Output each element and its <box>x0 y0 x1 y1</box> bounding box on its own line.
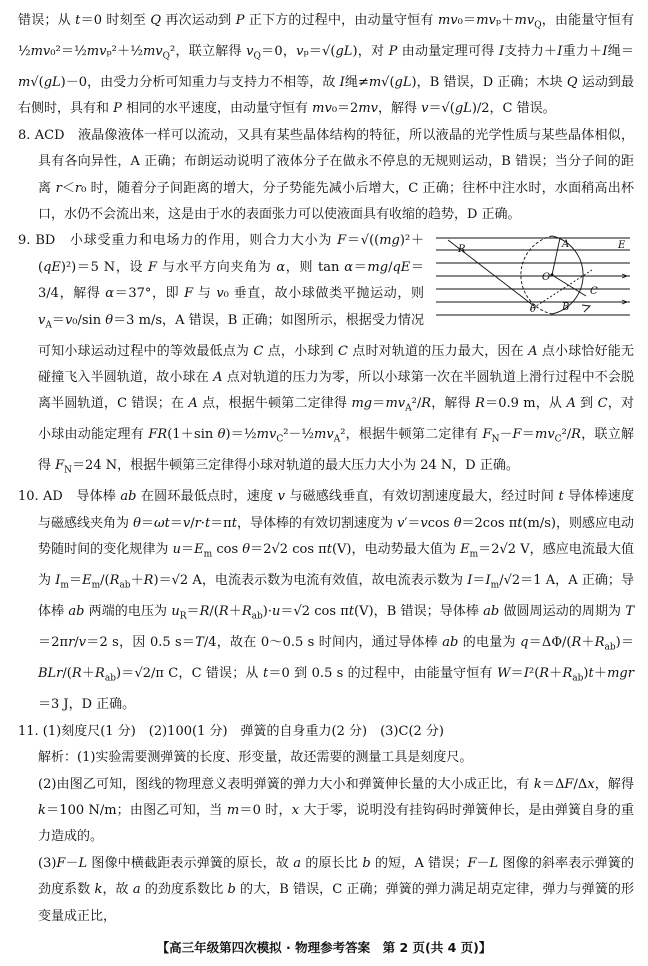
label-a: A <box>562 239 570 251</box>
center-point <box>550 274 553 277</box>
force-arrow <box>582 305 590 312</box>
paragraph-p7a: 错误；从 t＝0 时刻至 Q 再次运动到 P 正下方的过程中，由动量守恒有 $mv_0=mv_p+mv_Q$，由能量守恒有 $\frac{1}{2}mv_0^2=\frac{1}{2}mv_p^2+\frac{1}{2}mv_Q^2$，联立解得 $v_Q=0$，vₚ＝√(gL)，对 P 由动量定理可得 I支持力＋I重力＋I绳＝m√(gL)－0，由受力分析可知重力与支持力不相等，故 I绳≠m√(gL)，B 错误，D 正确；木块 Q 运动到最右侧时，具有和 P 相同的水平速度，由动量守恒有 mv₀＝2mv，解得 v＝√(gL)/2，C 错误。 <box>18 13 634 117</box>
label-r: R <box>458 244 466 256</box>
label-e: E <box>618 240 626 252</box>
electric-field-semicircle-diagram <box>434 230 634 318</box>
label-theta: θ <box>530 304 537 316</box>
paragraph-p11c: (3)F－L 图像中横截距表示弹簧的原长，故 a 的原长比 b 的短，A 错误；F－L 图像的斜率表示弹簧的劲度系数 k，故 a 的劲度系数比 b 的大，B 错误，C 正确；弹簧的弹力满足胡克定律，弹力与弹簧的形变量成正比， <box>38 855 635 924</box>
paragraph-p11b: (2)由图乙可知，图线的物理意义表明弹簧的弹力大小和弹簧伸长量的大小成正比，有 k＝ΔF/Δx，解得 k＝100 N/m；由图乙可知，当 m＝0 时，x 大于零，说明没有挂钩码时弹簧伸长，是由弹簧自身的重力造成的。 <box>38 776 634 845</box>
paragraph-p10: 10. AD 导体棒 ab 在圆环最低点时，速度 v 与磁感线垂直，有效切割速度最大，经过时间 t 导体棒速度与磁感线夹角为 θ＝ωt＝v/r·t＝πt，导体棒的有效切割速度为 v′＝vcos θ＝2cos πt(m/s)，则感应电动势随时间的变化规律为 $u=E_m$ cos θ＝2√2 cos πt(V)，电动势最大值为 $E_m=2√2$ V，感应电流最大值为 $I_m=E_m/(R_{ab}+R)=√2$ A，电流表示数为电流有效值，故电流表示数为 $I=I_m/√2=1$ A，A 正确；导体棒 ab 两端的电压为 $u_R=R/(R+R_{ab})\cdot u=√2$ cos πt(V)，B 错误；导体棒 ab 做圆周运动的周期为 T＝2πr/v＝2 s，因 0.5 s＝T/4，故在 0～0.5 s 时间内，通过导体棒 ab 的电量为 $q=\Delta\Phi/(R+R_{ab})=BLr/(R+R_{ab})=√2/\pi$ C，C 错误；从 t＝0 到 0.5 s 的过程中，由能量守恒有 $W=I^2(R+R_{ab})t+mgr=3$ J，D 正确。 <box>18 489 635 713</box>
paragraph-p9: A O C B E θ R 9. BD 小球受重力和电场力的作用，则合力大小为 F＝√((mg)²＋(qE)²)＝5 N，设 F 与水平方向夹角为 α，则 tan α＝mg/qE＝3/4，解得 α＝37°，即 F 与 v₀ 垂直，故小球做类平抛运动，则 $v_A=v_0/\sin$ θ＝3 m/s，A 错误，B 正确；如图所示，根据受力情况可知小球运动过程中的等效最低点为 C 点，小球到 C 点时对轨道的压力最大，因在 A 点小球恰好能无碰撞飞入半圆轨道，故小球在 A 点对轨道的压力为零，所以小球第一次在半圆轨道上滑行过程中不会脱离半圆轨道，C 错误；在 A 点，根据牛顿第二定律得 $mg=mv_A^2/R$，解得 R＝0.9 m，从 A 到 C，对小球由动能定理有 FR(1＋sin $\theta)=\frac{1}{2}mv_C^2-\frac{1}{2}mv_A^2$，根据牛顿第二定律有 $F_N-F=mv_C^2/R$，联立解得 $F_N=24$ N，根据牛顿第三定律得小球对轨道的最大压力大小为 24 N，D 正确。 <box>18 228 634 484</box>
label-c: C <box>590 286 598 298</box>
label-b: B <box>562 302 570 314</box>
page-footer: 【高三年级第四次模拟 · 物理参考答案 第 2 页(共 4 页)】 <box>156 940 492 955</box>
paragraph-p11: 11. (1)刻度尺(1 分) (2)100(1 分) 弹簧的自身重力(2 分) (3)C(2 分) <box>18 723 444 739</box>
paragraph-p8: 8. ACD 液晶像液体一样可以流动，又具有某些晶体结构的特征，所以液晶的光学性质与某些晶体相似，具有各向异性，A 正确；布朗运动说明了液体分子在做永不停息的无规则运动，B 错误；当分子间的距离 r＜r₀ 时，随着分子间距离的增大，分子势能先减小后增大，C 正确；往杯中注水时，水面稍高出杯口，水仍不会流出来，这是由于水的表面张力可以使液面具有收缩的趋势，D 正确。 <box>18 127 634 223</box>
answer-body <box>18 8 634 930</box>
radius-line <box>552 238 560 275</box>
problem9-figure <box>434 230 634 318</box>
paragraph-p11a: 解析：(1)实验需要测弹簧的长度、形变量，故还需要的测量工具是刻度尺。 <box>38 750 473 766</box>
label-o: O <box>542 272 551 284</box>
